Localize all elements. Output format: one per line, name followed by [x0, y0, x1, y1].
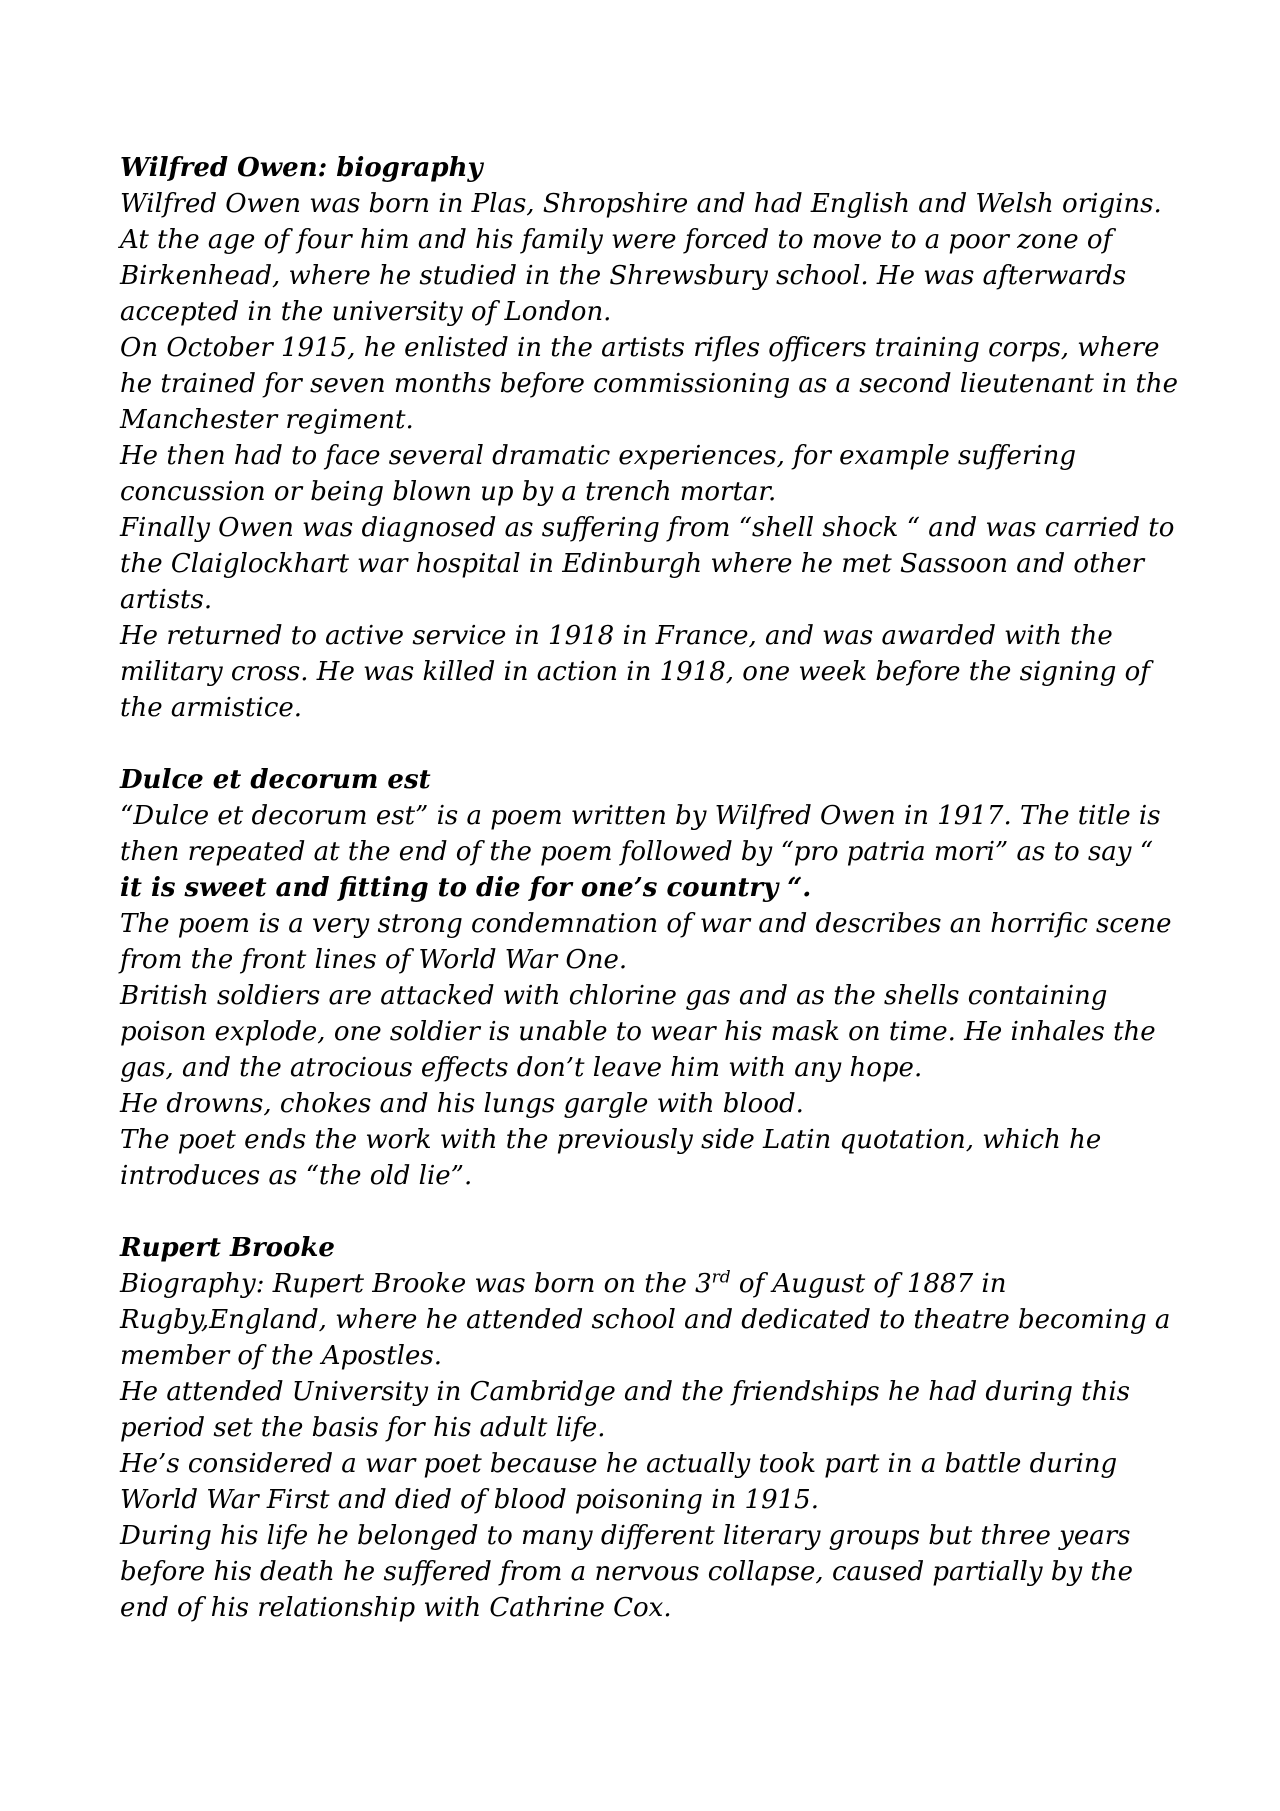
- paragraph: He drowns, chokes and his lungs gargle with blood.: [120, 1089, 804, 1119]
- paragraph: The poem is a very strong condemnation of war and describes an horrific scene from the front lines of World War One.: [120, 909, 1172, 975]
- paragraph: He’s considered a war poet because he actually took part in a battle during World War First and died of blood poisoning in 1915.: [120, 1449, 1118, 1515]
- bio-text-end: of August of 1887 in Rugby,England, where he attended school and dedicated to theatre becoming a member of the Apostles.: [120, 1269, 1171, 1371]
- paragraph: He then had to face several dramatic experiences, for example suffering concussion or being blown up by a trench mortar.: [120, 441, 1076, 507]
- paragraph: During his life he belonged to many different literary groups but three years before his death he suffered from a nervous collapse, caused partially by the end of his relationship with Cathrine Cox.: [120, 1521, 1133, 1623]
- intro-text: “Dulce et decorum est” is a poem written by Wilfred Owen in 1917. The title is then repeated at the end of the poem followed by “pro patria mori” as to say “: [120, 801, 1161, 867]
- section-wilfred-owen: [120, 150, 1180, 726]
- translation-text: it is sweet and fitting to die for one’s country “.: [120, 873, 812, 903]
- section-dulce-et-decorum: [120, 762, 1180, 1194]
- paragraph-biography: [120, 1266, 1180, 1374]
- paragraph-intro: [120, 798, 1180, 906]
- paragraph: British soldiers are attacked with chlorine gas and as the shells containing poison explode, one soldier is unable to wear his mask on time. He inhales the gas, and the atrocious effects don’t leave him with any hope.: [120, 981, 1156, 1083]
- paragraph: Wilfred Owen was born in Plas, Shropshire and had English and Welsh origins. At the age of four him and his family were forced to move to a poor zone of Birkenhead, where he studied in the Shrewsbury school. He was afterwards accepted in the university of London.: [120, 189, 1162, 327]
- paragraph: Finally Owen was diagnosed as suffering from “shell shock “ and was carried to the Claiglockhart war hospital in Edinburgh where he met Sassoon and other artists.: [120, 513, 1175, 615]
- section-heading-dulce: Dulce et decorum est: [120, 765, 431, 795]
- ordinal-suffix: rd: [711, 1267, 731, 1288]
- bio-text-start: Biography: Rupert Brooke was born on the 3: [120, 1269, 712, 1299]
- section-heading-owen: Wilfred Owen: biography: [120, 153, 483, 183]
- document-body: [120, 150, 1180, 1626]
- section-rupert-brooke: [120, 1230, 1180, 1626]
- paragraph: The poet ends the work with the previously side Latin quotation, which he introduces as “the old lie”.: [120, 1125, 1102, 1191]
- paragraph: He returned to active service in 1918 in France, and was awarded with the military cross. He was killed in action in 1918, one week before the signing of the armistice.: [120, 621, 1150, 723]
- paragraph: On October 1915, he enlisted in the artists rifles officers training corps, where he trained for seven months before commissioning as a second lieutenant in the Manchester regiment.: [120, 333, 1179, 435]
- section-heading-brooke: Rupert Brooke: [120, 1233, 335, 1263]
- paragraph: He attended University in Cambridge and the friendships he had during this period set the basis for his adult life.: [120, 1377, 1131, 1443]
